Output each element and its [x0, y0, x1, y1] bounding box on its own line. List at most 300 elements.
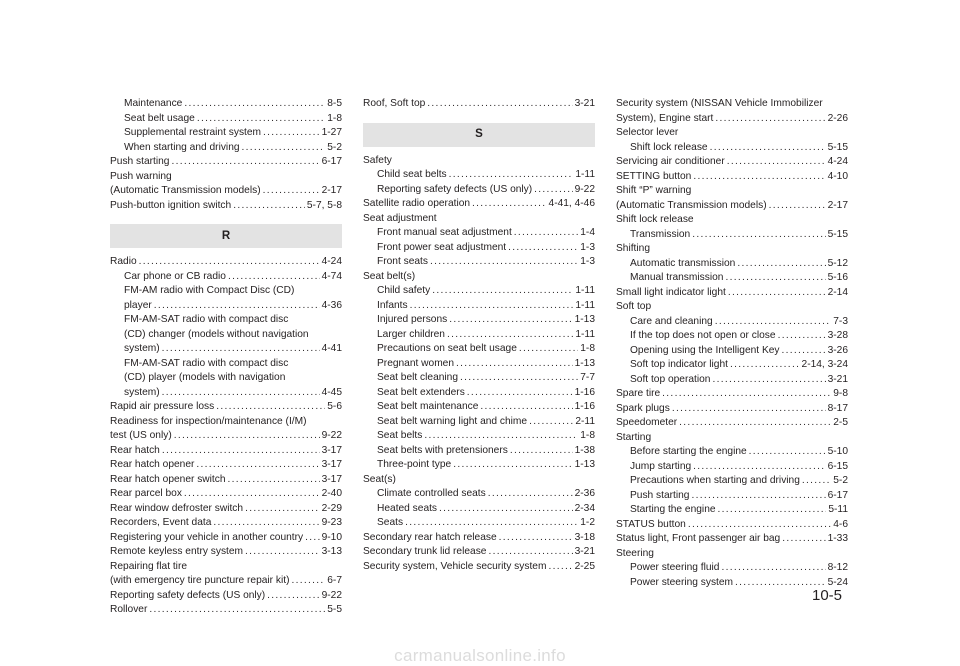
- entry-text: Status light, Front passenger air bag: [616, 533, 781, 544]
- dot-leader: [196, 458, 319, 473]
- index-entry: [616, 416, 848, 431]
- entry-text: Seat belt extenders: [377, 386, 465, 398]
- entry-text: Front manual seat adjustment: [377, 227, 512, 238]
- dot-leader: [267, 589, 319, 604]
- dot-leader: [453, 458, 572, 473]
- entry-text: Maintenance: [124, 98, 183, 109]
- entry-text: Jump starting: [630, 460, 692, 472]
- page-reference: 1-13: [574, 357, 595, 369]
- entry-text: Satellite radio operation: [363, 198, 471, 209]
- dot-leader: [242, 141, 326, 156]
- index-entry: Readiness for inspection/maintenance (I/M): [110, 415, 307, 427]
- dot-leader: [305, 531, 320, 546]
- dot-leader: [728, 286, 826, 301]
- index-entry: [616, 402, 848, 417]
- index-entry: [616, 387, 848, 402]
- dot-leader: [548, 560, 572, 575]
- dot-leader: [721, 561, 825, 576]
- page-reference: 4-74: [321, 270, 342, 282]
- dot-leader: [693, 170, 825, 185]
- entry-text: Registering your vehicle in another country: [110, 531, 304, 543]
- index-entry: Repairing flat tire: [110, 560, 188, 572]
- index-entry: Shift “P” warning: [616, 185, 692, 196]
- index-column-1: [110, 97, 342, 618]
- index-entry: Shifting: [616, 243, 650, 254]
- entry-text: test (US only): [110, 430, 172, 441]
- index-entry: [110, 184, 342, 199]
- index-subentry: [110, 126, 342, 141]
- page-reference: 4-10: [827, 170, 848, 182]
- dot-leader: [427, 97, 572, 112]
- page-reference: 8-17: [827, 402, 848, 414]
- entry-text: Speedometer: [616, 417, 678, 428]
- index-subentry: [616, 561, 848, 576]
- dot-leader: [291, 574, 325, 589]
- entry-text: (Automatic Transmission models): [616, 199, 767, 211]
- index-subentry: [363, 386, 595, 401]
- page-reference: 5-15: [827, 141, 848, 153]
- index-entry: [110, 487, 342, 502]
- index-entry: Starting: [616, 431, 652, 443]
- dot-leader: [197, 112, 325, 127]
- dot-leader: [228, 473, 320, 488]
- entry-text: Spare tire: [616, 388, 661, 399]
- dot-leader: [488, 487, 573, 502]
- entry-text: system): [124, 343, 160, 354]
- dot-leader: [519, 342, 578, 357]
- dot-leader: [216, 400, 325, 415]
- index-entry: [616, 199, 848, 214]
- dot-leader: [263, 126, 320, 141]
- page-reference: 9-22: [321, 430, 342, 441]
- dot-leader: [514, 226, 578, 241]
- index-subentry: [616, 373, 848, 388]
- page-reference: 1-3: [580, 241, 595, 253]
- index-subentry: [363, 444, 595, 459]
- page-reference: 2-5: [833, 417, 848, 428]
- page-reference: 7-7: [580, 372, 595, 383]
- index-subentry: [616, 271, 848, 286]
- index-entry: [616, 518, 848, 533]
- page-reference: 1-11: [575, 299, 595, 311]
- index-entry: [110, 502, 342, 517]
- index-subentry: [363, 342, 595, 357]
- entry-text: Precautions on seat belt usage: [377, 343, 517, 354]
- index-subentry: [110, 141, 342, 156]
- page-reference: 3-13: [321, 546, 342, 557]
- entry-text: Power steering system: [630, 576, 734, 588]
- entry-text: Soft top indicator light: [630, 359, 728, 370]
- dot-leader: [499, 531, 573, 546]
- entry-text: Radio: [110, 256, 137, 267]
- entry-text: Transmission: [630, 228, 691, 240]
- page-reference: 2-11: [575, 415, 595, 427]
- index-subentry: [616, 329, 848, 344]
- index-subentry: [363, 429, 595, 444]
- index-entry: [110, 545, 342, 560]
- page-reference: 1-4: [580, 227, 595, 238]
- dot-leader: [149, 603, 325, 618]
- entry-text: Seats: [377, 517, 404, 528]
- dot-leader: [410, 299, 574, 314]
- page-reference: 6-17: [827, 489, 848, 501]
- page-reference: 2-40: [321, 488, 342, 499]
- page-reference: 1-13: [574, 459, 595, 470]
- index-subentry: [110, 342, 342, 357]
- dot-leader: [139, 255, 320, 270]
- page-reference: 1-16: [574, 401, 595, 412]
- dot-leader: [488, 545, 572, 560]
- page-reference: 3-21: [827, 373, 848, 385]
- index-subentry: [363, 516, 595, 531]
- entry-text: Child seat belts: [377, 169, 447, 180]
- dot-leader: [727, 155, 826, 170]
- dot-leader: [710, 141, 826, 156]
- entry-text: Shift lock release: [630, 141, 708, 153]
- page-reference: 5-24: [827, 576, 848, 588]
- index-entry: [616, 286, 848, 301]
- index-subentry: [616, 315, 848, 330]
- dot-leader: [480, 400, 572, 415]
- dot-leader: [778, 329, 826, 344]
- entry-text: Push-button ignition switch: [110, 199, 232, 211]
- index-subentry: [616, 358, 848, 373]
- index-subentry: [110, 112, 342, 127]
- index-subentry: [616, 445, 848, 460]
- entry-text: Three-point type: [377, 459, 452, 470]
- entry-text: Power steering fluid: [630, 562, 720, 573]
- dot-leader: [162, 386, 320, 401]
- entry-text: Seat belt usage: [124, 112, 195, 124]
- page-reference: 4-41: [321, 343, 342, 354]
- dot-leader: [688, 518, 831, 533]
- index-entry: Soft top: [616, 301, 652, 312]
- index-subentry: FM-AM-SAT radio with compact disc: [124, 314, 289, 325]
- page-reference: 1-11: [575, 328, 595, 340]
- dot-leader: [510, 444, 573, 459]
- entry-text: Rapid air pressure loss: [110, 401, 215, 412]
- dot-leader: [672, 402, 826, 417]
- index-entry: [110, 429, 342, 444]
- dot-leader: [162, 444, 320, 459]
- dot-leader: [233, 199, 305, 214]
- entry-text: Remote keyless entry system: [110, 546, 244, 557]
- page-reference: 1-8: [580, 430, 595, 441]
- entry-text: Rear parcel box: [110, 488, 182, 499]
- index-subentry: [363, 299, 595, 314]
- entry-text: When starting and driving: [124, 141, 240, 153]
- dot-leader: [460, 371, 578, 386]
- page-reference: 4-6: [833, 518, 848, 530]
- page-reference: 8-12: [827, 562, 848, 573]
- entry-text: (with emergency tire puncture repair kit): [110, 575, 290, 586]
- entry-text: Manual transmission: [630, 272, 724, 283]
- index-subentry: (CD) changer (models without navigation: [124, 328, 309, 340]
- page-reference: 3-21: [574, 546, 595, 557]
- index-subentry: [110, 386, 342, 401]
- index-subentry: [616, 489, 848, 504]
- entry-text: Larger children: [377, 328, 445, 340]
- index-entry: Shift lock release: [616, 214, 694, 225]
- entry-text: Climate controlled seats: [377, 488, 486, 499]
- index-subentry: [363, 183, 595, 198]
- page-reference: 1-8: [327, 112, 342, 124]
- page-reference: 2-26: [827, 112, 848, 124]
- dot-leader: [245, 545, 320, 560]
- entry-text: Push starting: [630, 489, 690, 501]
- page-reference: 5-2: [327, 141, 342, 153]
- entry-text: Seat belts with pretensioners: [377, 444, 508, 456]
- index-entry: Safety: [363, 154, 392, 166]
- entry-text: Seat belt warning light and chime: [377, 415, 528, 427]
- entry-text: Before starting the engine: [630, 446, 747, 457]
- index-subentry: [616, 474, 848, 489]
- index-entry: Push warning: [110, 170, 172, 182]
- entry-text: Rear hatch opener switch: [110, 473, 226, 485]
- entry-text: System), Engine start: [616, 112, 714, 124]
- index-subentry: [363, 328, 595, 343]
- entry-text: player: [124, 299, 152, 311]
- index-entry: [110, 458, 342, 473]
- index-subentry: [616, 503, 848, 518]
- dot-leader: [432, 284, 573, 299]
- index-subentry: [363, 371, 595, 386]
- index-entry: [363, 531, 595, 546]
- dot-leader: [715, 112, 825, 127]
- entry-text: Secondary rear hatch release: [363, 531, 497, 543]
- page-reference: 1-11: [575, 285, 595, 296]
- entry-text: Car phone or CB radio: [124, 270, 226, 282]
- entry-text: Heated seats: [377, 502, 438, 514]
- dot-leader: [472, 197, 547, 212]
- index-entry: [110, 155, 342, 170]
- entry-text: Servicing air conditioner: [616, 156, 725, 167]
- dot-leader: [213, 516, 319, 531]
- page-reference: 2-36: [574, 488, 595, 499]
- index-subentry: [616, 460, 848, 475]
- index-entry: [110, 589, 342, 604]
- entry-text: Pregnant women: [377, 357, 455, 369]
- page-reference: 7-3: [833, 315, 848, 327]
- entry-text: Care and cleaning: [630, 315, 713, 327]
- index-entry: [363, 97, 595, 112]
- entry-text: Security system, Vehicle security system: [363, 560, 547, 572]
- page-reference: 3-28: [827, 330, 848, 341]
- entry-text: Rear hatch: [110, 444, 160, 456]
- dot-leader: [430, 255, 578, 270]
- page-reference: 5-10: [827, 446, 848, 457]
- index-subentry: [363, 415, 595, 430]
- dot-leader: [508, 241, 578, 256]
- dot-leader: [802, 474, 831, 489]
- entry-text: Seat belt maintenance: [377, 401, 479, 412]
- entry-text: If the top does not open or close: [630, 330, 776, 341]
- dot-leader: [228, 270, 320, 285]
- entry-text: Secondary trunk lid release: [363, 546, 487, 557]
- page-reference: 1-8: [580, 343, 595, 354]
- dot-leader: [782, 532, 825, 547]
- page-reference: 4-41, 4-46: [548, 198, 595, 209]
- page-reference: 3-21: [574, 98, 595, 109]
- dot-leader: [467, 386, 573, 401]
- dot-leader: [184, 97, 325, 112]
- page-reference: 1-11: [575, 169, 595, 180]
- page-reference: 5-5: [327, 604, 342, 615]
- index-subentry: [363, 255, 595, 270]
- entry-text: Small light indicator light: [616, 286, 726, 298]
- entry-text: Recorders, Event data: [110, 517, 212, 528]
- index-entry: [616, 112, 848, 127]
- dot-leader: [730, 358, 800, 373]
- index-subentry: [616, 228, 848, 243]
- dot-leader: [712, 373, 825, 388]
- index-subentry: [110, 97, 342, 112]
- dot-leader: [405, 516, 578, 531]
- entry-text: Starting the engine: [630, 504, 716, 515]
- section-header: S: [363, 123, 595, 147]
- index-subentry: [363, 400, 595, 415]
- index-entry: [616, 155, 848, 170]
- page-reference: 9-10: [321, 531, 342, 543]
- section-header: R: [110, 224, 342, 248]
- entry-text: Rollover: [110, 604, 148, 615]
- dot-leader: [154, 299, 320, 314]
- page-reference: 1-27: [321, 127, 342, 138]
- page-reference: 2-17: [321, 185, 342, 196]
- index-entry: [110, 531, 342, 546]
- index-subentry: [110, 270, 342, 285]
- index-column-2: [363, 97, 595, 574]
- index-entry: Seat belt(s): [363, 270, 416, 282]
- page-reference: 1-13: [574, 314, 595, 325]
- entry-text: Push starting: [110, 156, 170, 167]
- page-number: 10-5: [812, 587, 843, 604]
- index-entry: [363, 197, 595, 212]
- dot-leader: [529, 415, 573, 430]
- index-entry: [363, 560, 595, 575]
- dot-leader: [449, 168, 574, 183]
- page-reference: 3-26: [827, 344, 848, 356]
- page-reference: 9-8: [833, 388, 848, 399]
- page-reference: 5-12: [827, 257, 848, 269]
- page-reference: 9-23: [321, 517, 342, 528]
- index-subentry: [363, 284, 595, 299]
- index-subentry: [616, 344, 848, 359]
- dot-leader: [174, 429, 320, 444]
- dot-leader: [447, 328, 573, 343]
- page-reference: 9-22: [574, 183, 595, 195]
- dot-leader: [679, 416, 831, 431]
- dot-leader: [662, 387, 831, 402]
- dot-leader: [424, 429, 578, 444]
- index-entry: [616, 532, 848, 547]
- dot-leader: [718, 503, 827, 518]
- dot-leader: [782, 344, 826, 359]
- entry-text: Automatic transmission: [630, 257, 736, 269]
- dot-leader: [749, 445, 826, 460]
- index-subentry: FM-AM-SAT radio with compact disc: [124, 357, 289, 369]
- page-reference: 1-38: [574, 444, 595, 456]
- page-reference: 1-2: [580, 517, 595, 528]
- dot-leader: [245, 502, 320, 517]
- index-subentry: [363, 168, 595, 183]
- entry-text: Front power seat adjustment: [377, 241, 507, 253]
- page-reference: 8-5: [327, 98, 342, 109]
- entry-text: Spark plugs: [616, 402, 670, 414]
- page-reference: 4-45: [321, 386, 342, 398]
- entry-text: Reporting safety defects (US only): [377, 183, 533, 195]
- entry-text: Injured persons: [377, 314, 448, 325]
- page-reference: 5-11: [828, 504, 848, 515]
- entry-text: Infants: [377, 299, 408, 311]
- entry-text: SETTING button: [616, 170, 692, 182]
- dot-leader: [449, 313, 572, 328]
- entry-text: Reporting safety defects (US only): [110, 589, 266, 601]
- entry-text: Rear hatch opener: [110, 459, 195, 470]
- index-entry: [110, 516, 342, 531]
- entry-text: Seat belts: [377, 430, 423, 441]
- page-reference: 2-17: [827, 199, 848, 211]
- index-entry: Security system (NISSAN Vehicle Immobilizer: [616, 98, 823, 109]
- page-reference: 2-29: [321, 502, 342, 514]
- entry-text: Child safety: [377, 285, 431, 296]
- dot-leader: [693, 460, 825, 475]
- page-reference: 6-15: [827, 460, 848, 472]
- page-reference: 2-14, 3-24: [801, 359, 848, 370]
- dot-leader: [715, 315, 832, 330]
- page-reference: 1-16: [574, 386, 595, 398]
- index-subentry: [616, 257, 848, 272]
- index-column-3: [616, 97, 848, 590]
- dot-leader: [725, 271, 825, 286]
- index-subentry: (CD) player (models with navigation: [124, 372, 286, 383]
- dot-leader: [692, 228, 825, 243]
- entry-text: STATUS button: [616, 518, 686, 530]
- index-entry: [110, 255, 342, 270]
- index-entry: [616, 170, 848, 185]
- index-entry: Seat adjustment: [363, 212, 437, 224]
- page-reference: 4-36: [321, 299, 342, 311]
- dot-leader: [162, 342, 320, 357]
- entry-text: Rear window defroster switch: [110, 502, 244, 514]
- index-entry: [110, 574, 342, 589]
- index-entry: [110, 400, 342, 415]
- dot-leader: [171, 155, 319, 170]
- index-subentry: [363, 241, 595, 256]
- page-reference: 5-6: [327, 401, 342, 412]
- entry-text: Soft top operation: [630, 373, 711, 385]
- dot-leader: [439, 502, 573, 517]
- footer-watermark: carmanualsonline.info: [394, 646, 566, 665]
- dot-leader: [184, 487, 320, 502]
- index-subentry: [363, 313, 595, 328]
- page-reference: 6-7: [327, 575, 342, 586]
- page-reference: 3-18: [574, 531, 595, 543]
- index-entry: Steering: [616, 547, 654, 559]
- index-entry: [110, 603, 342, 618]
- entry-text: system): [124, 386, 160, 398]
- page-reference: 2-34: [574, 502, 595, 514]
- index-subentry: [110, 299, 342, 314]
- page-reference: 1-3: [580, 256, 595, 267]
- entry-text: Supplemental restraint system: [124, 127, 262, 138]
- index-subentry: [363, 458, 595, 473]
- page-reference: 9-22: [321, 589, 342, 601]
- entry-text: Roof, Soft top: [363, 98, 426, 109]
- entry-text: Seat belt cleaning: [377, 372, 458, 383]
- page-reference: 1-33: [827, 533, 848, 544]
- index-entry: [110, 473, 342, 488]
